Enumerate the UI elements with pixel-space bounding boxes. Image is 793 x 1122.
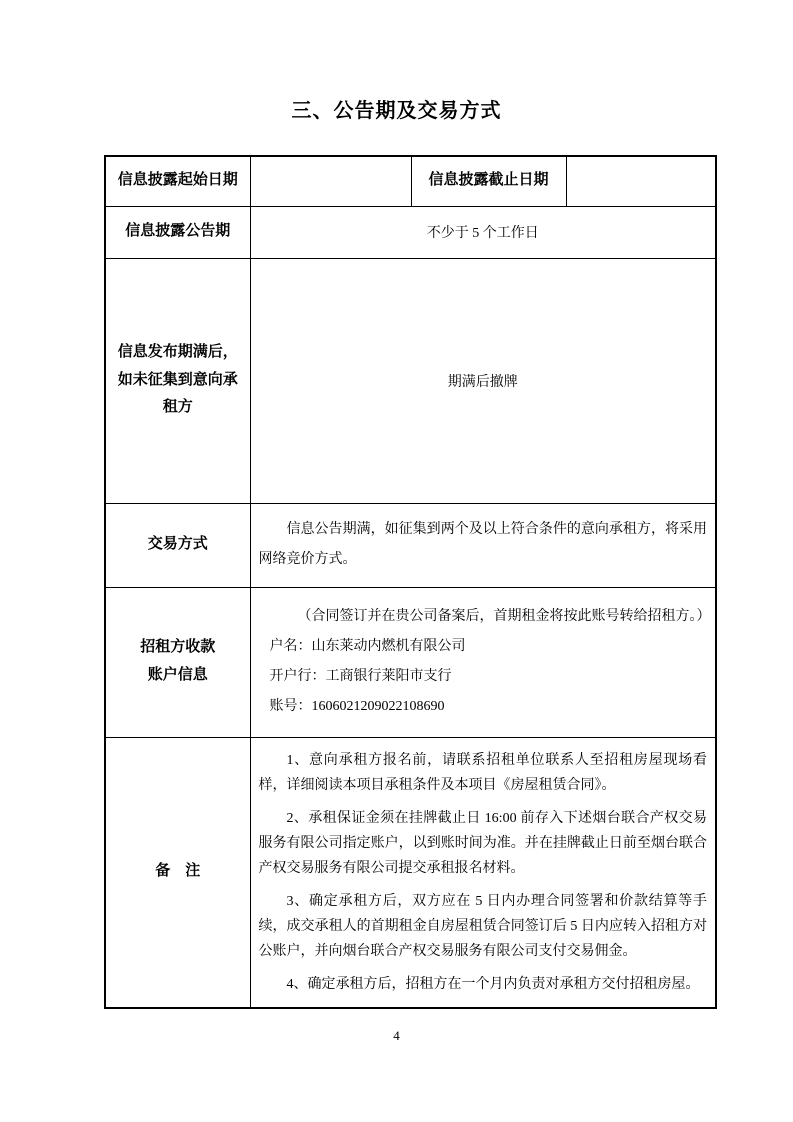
page-number: 4 — [393, 1028, 400, 1043]
remarks-value — [250, 737, 716, 1008]
announcement-table — [104, 155, 717, 1009]
announcement-period-label: 信息披露公告期 — [105, 206, 250, 258]
disclosure-end-value — [566, 156, 716, 206]
payment-account-note: （合同签订并在贵公司备案后，首期租金将按此账号转给招租方。） — [297, 609, 711, 624]
table-row-announcement-period — [105, 206, 716, 258]
remarks-label: 备 注 — [105, 737, 250, 1008]
table-row-expiry-action — [105, 258, 716, 503]
payment-account-bank: 开户行：工商银行莱阳市支行 — [269, 669, 452, 684]
remarks-item-4: 4、确定承租方后，招租方在一个月内负责对承租方交付招租房屋。 — [286, 976, 700, 992]
payment-account-value — [250, 587, 716, 737]
transaction-method-label: 交易方式 — [105, 503, 250, 587]
remarks-item-3: 3、确定承租方后，双方应在 5 日内办理合同签署和价款结算等手续，成交承租人的首期租金自房屋租赁合同签订后 5 日内应转入招租方对公账户，并向烟台联合产权交易服务有限公司支付交易佣金。 — [258, 893, 707, 959]
expiry-action-label: 信息发布期满后，如未征集到意向承租方 — [105, 258, 250, 503]
transaction-method-value — [250, 503, 716, 587]
expiry-action-value: 期满后撤牌 — [250, 258, 716, 503]
remarks-item-2: 2、承租保证金须在挂牌截止日 16:00 前存入下述烟台联合产权交易服务有限公司指定账户，以到账时间为准。并在挂牌截止日前至烟台联合产权交易服务有限公司提交承租报名材料。 — [258, 810, 707, 876]
remarks-item-1: 1、意向承租方报名前，请联系招租单位联系人至招租房屋现场看样，详细阅读本项目承租条件及本项目《房屋租赁合同》。 — [258, 752, 707, 793]
table-row-transaction-method — [105, 503, 716, 587]
payment-account-name: 户名：山东莱动内燃机有限公司 — [269, 639, 466, 654]
table-row-disclosure-dates — [105, 156, 716, 206]
announcement-period-value: 不少于 5 个工作日 — [250, 206, 716, 258]
table-row-payment-account — [105, 587, 716, 737]
table-row-remarks — [105, 737, 716, 1008]
payment-account-label-line1: 招租方收款 — [140, 639, 216, 656]
payment-account-label — [105, 587, 250, 737]
disclosure-start-label: 信息披露起始日期 — [105, 156, 250, 206]
payment-account-number: 账号：1606021209022108690 — [269, 699, 445, 714]
transaction-method-text: 信息公告期满，如征集到两个及以上符合条件的意向承租方，将采用网络竞价方式。 — [258, 522, 707, 567]
disclosure-start-value — [250, 156, 411, 206]
payment-account-label-line2: 账户信息 — [147, 667, 208, 683]
disclosure-end-label: 信息披露截止日期 — [411, 156, 566, 206]
section-title: 三、公告期及交易方式 — [291, 100, 502, 122]
